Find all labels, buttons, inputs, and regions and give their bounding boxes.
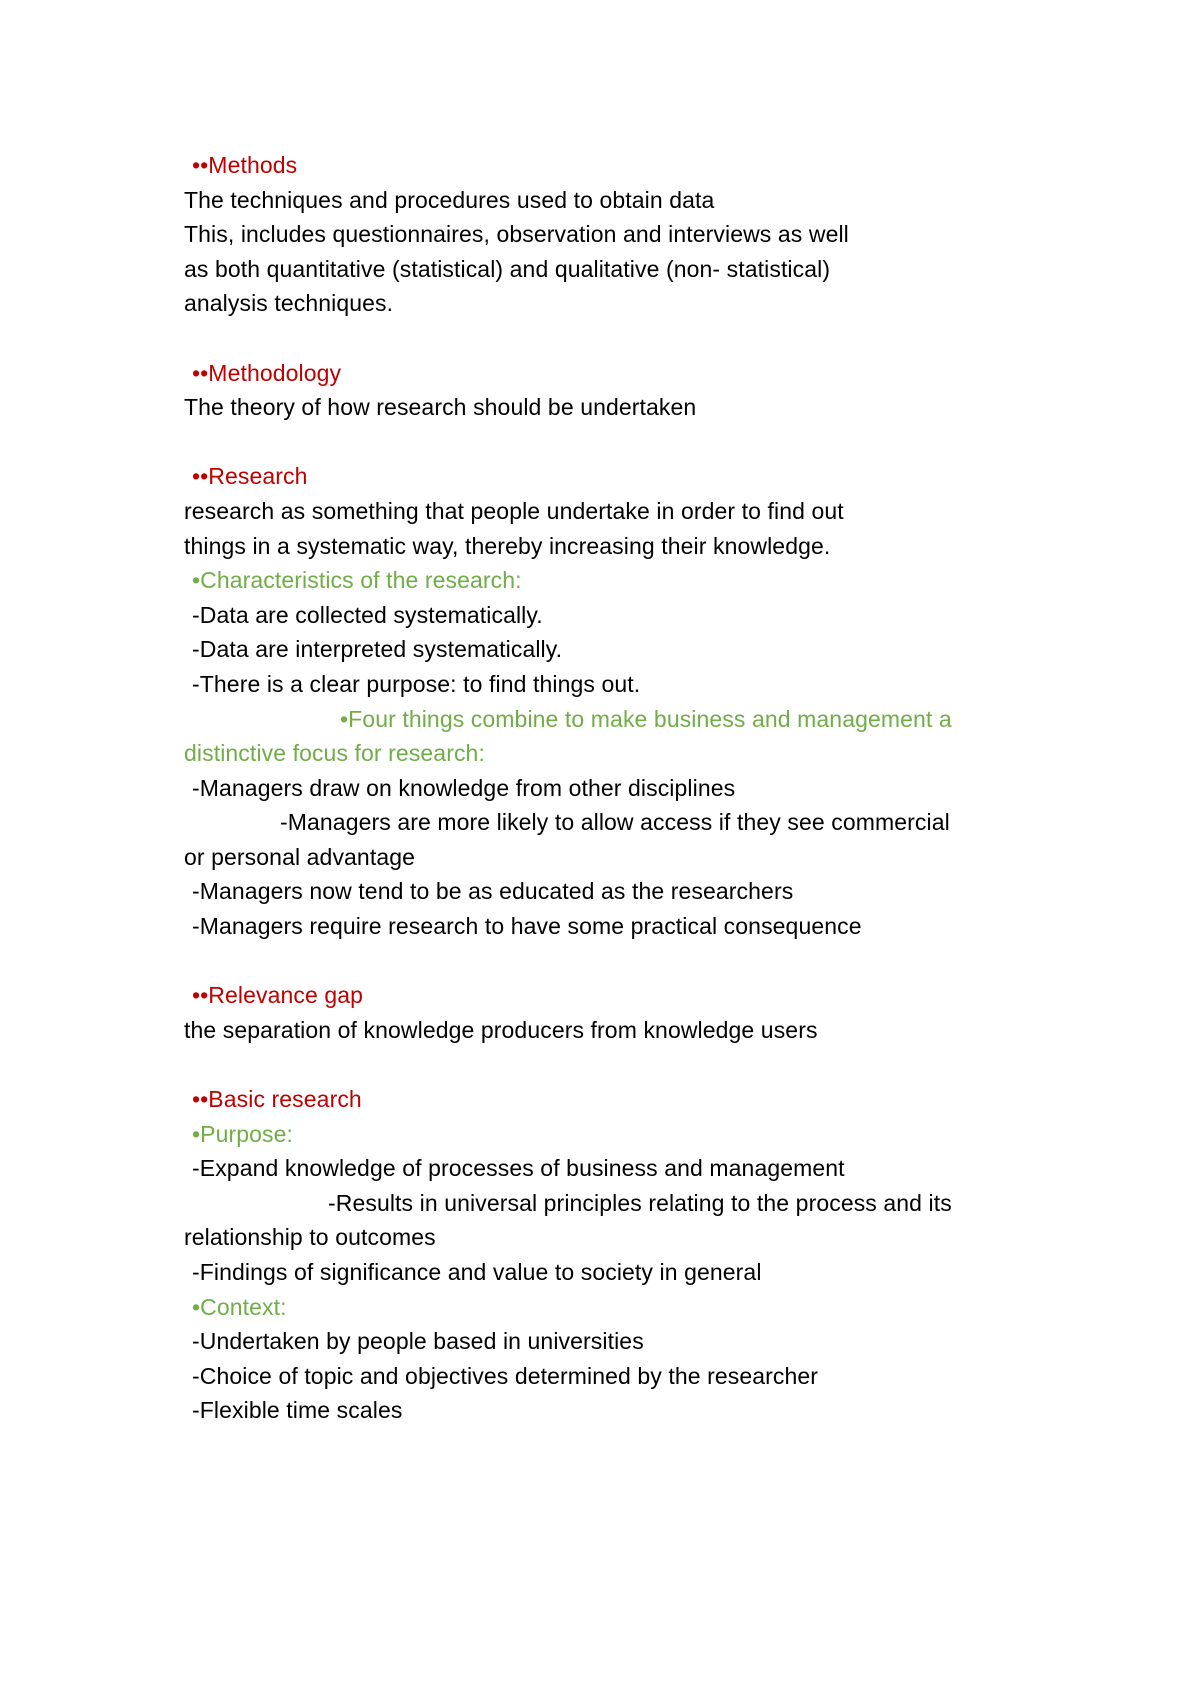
context-item: -Choice of topic and objectives determined by the researcher <box>192 1362 819 1389</box>
purpose-item: -Results in universal principles relating to the process and its <box>328 1189 952 1216</box>
context-item: -Flexible time scales <box>192 1397 403 1424</box>
methods-line: This, includes questionnaires, observation and interviews as well <box>184 221 849 248</box>
subheading-four-things: •Four things combine to make business and management a <box>340 705 952 732</box>
four-things-item-continued: or personal advantage <box>184 843 415 870</box>
subheading-characteristics: •Characteristics of the research: <box>192 567 522 594</box>
methods-line: The techniques and procedures used to obtain data <box>184 186 715 213</box>
spacer <box>184 944 1064 979</box>
heading-methodology: ••Methodology <box>192 359 342 386</box>
spacer <box>184 1047 1064 1082</box>
methods-line: analysis techniques. <box>184 290 394 317</box>
document-body <box>184 148 1064 1428</box>
methods-line: as both quantitative (statistical) and qualitative (non- statistical) <box>184 255 831 282</box>
heading-basic-research: ••Basic research <box>192 1086 362 1113</box>
four-things-item: -Managers require research to have some practical consequence <box>192 913 862 940</box>
research-line: things in a systematic way, thereby increasing their knowledge. <box>184 532 831 559</box>
subheading-context: •Context: <box>192 1293 287 1320</box>
spacer <box>184 425 1064 460</box>
purpose-item-continued: relationship to outcomes <box>184 1224 436 1251</box>
four-things-item: -Managers now tend to be as educated as the researchers <box>192 878 794 905</box>
subheading-purpose: •Purpose: <box>192 1120 294 1147</box>
context-item: -Undertaken by people based in universities <box>192 1328 644 1355</box>
heading-relevance-gap: ••Relevance gap <box>192 982 364 1009</box>
heading-methods: ••Methods <box>192 152 298 178</box>
four-things-item: -Managers are more likely to allow access if they see commercial <box>280 809 950 836</box>
purpose-item: -Findings of significance and value to society in general <box>192 1259 762 1285</box>
characteristic-item: -Data are collected systematically. <box>192 601 543 628</box>
characteristic-item: -Data are interpreted systematically. <box>192 636 563 663</box>
purpose-item: -Expand knowledge of processes of business and management <box>192 1155 845 1182</box>
spacer <box>184 321 1064 356</box>
research-line: research as something that people undertake in order to find out <box>184 497 844 524</box>
methodology-line: The theory of how research should be undertaken <box>184 394 697 421</box>
characteristic-item: -There is a clear purpose: to find things out. <box>192 670 641 697</box>
four-things-item: -Managers draw on knowledge from other disciplines <box>192 774 736 801</box>
heading-research: ••Research <box>192 463 308 490</box>
relevance-gap-line: the separation of knowledge producers from knowledge users <box>184 1016 818 1043</box>
subheading-four-things-continued: distinctive focus for research: <box>184 740 485 767</box>
